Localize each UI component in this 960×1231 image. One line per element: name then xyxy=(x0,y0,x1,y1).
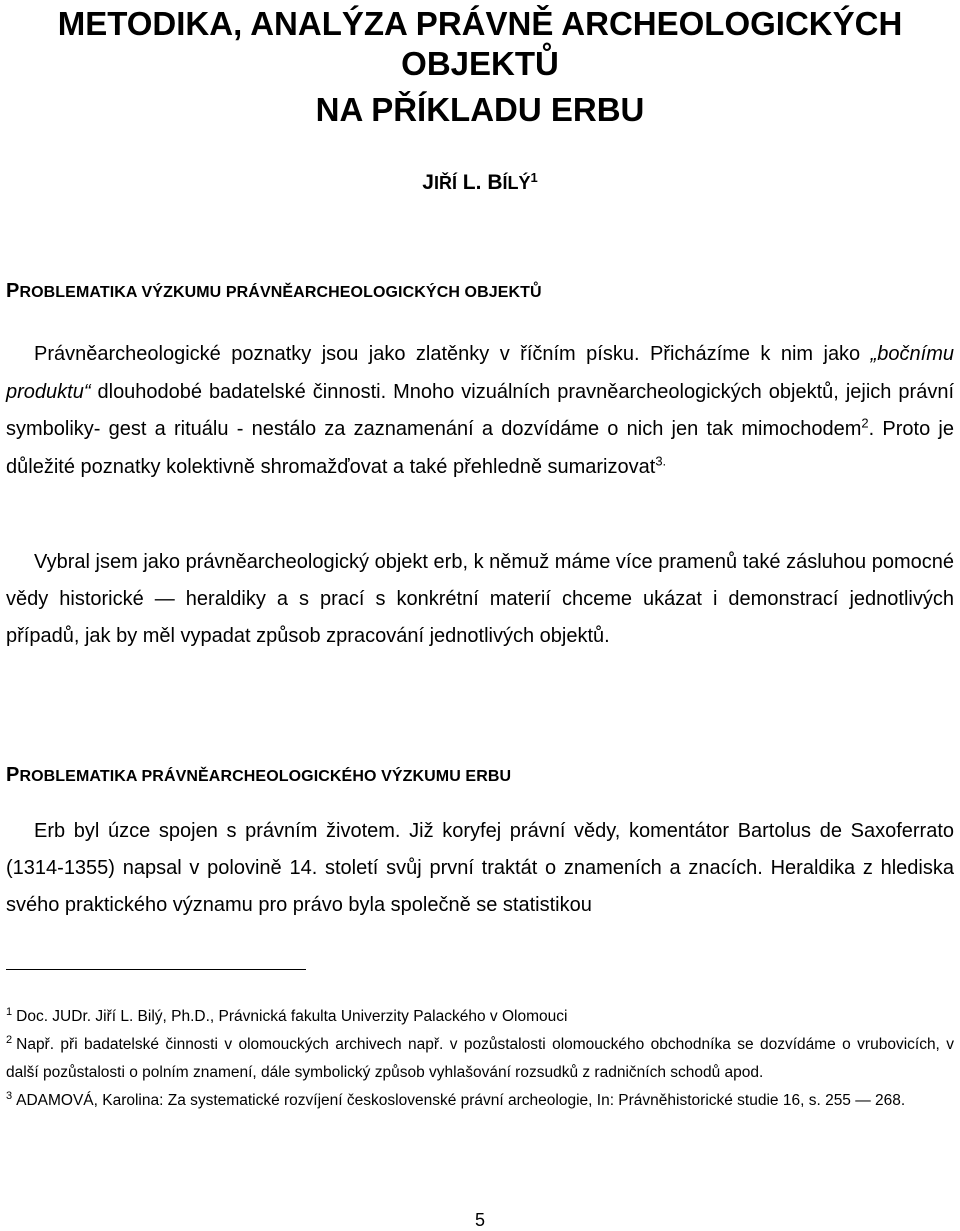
footnote-number: 3 xyxy=(6,1089,13,1102)
footnote-1 xyxy=(6,1003,954,1031)
footnote-text: Např. při badatelské činnosti v olomouckých archivech např. v pozůstalosti olomouckého obchodníka se dozvídáme o vrubovicích, v další pozůstalosti o polním znamení, dále symbolický způsob vyhlašování rozsudků z radničních schodů apod. xyxy=(6,1036,954,1081)
para-text-a: Právněarcheologické poznatky jsou jako zlatěnky v říčním písku. Přicházíme k nim jako xyxy=(34,343,871,365)
para-text-c: . Proto je důležité poznatky kolektivně shromažďovat a také přehledně sumarizovat xyxy=(6,418,954,478)
footnote-3 xyxy=(6,1087,954,1115)
author-last-initial: B xyxy=(487,171,503,194)
section-1-heading-rest: ROBLEMATIKA VÝZKUMU PRÁVNĚARCHEOLOGICKÝCH OBJEKTŮ xyxy=(19,284,542,301)
footnotes xyxy=(6,1003,954,1115)
section-1-paragraph-1 xyxy=(6,336,954,486)
section-2-heading-initial: P xyxy=(6,764,20,786)
footnote-text: Doc. JUDr. Jiří L. Bilý, Ph.D., Právnická fakulta Univerzity Palackého v Olomouci xyxy=(16,1008,568,1025)
author-name xyxy=(0,170,960,195)
footnote-2 xyxy=(6,1031,954,1087)
footnote-ref-3: 3. xyxy=(655,452,667,468)
footnote-divider xyxy=(6,969,306,970)
section-1-heading xyxy=(6,280,542,303)
author-first-initial: J xyxy=(422,171,434,194)
section-1-paragraph-2 xyxy=(6,544,954,655)
footnote-ref-2: 2 xyxy=(861,415,869,431)
article-title xyxy=(0,4,960,130)
section-2-paragraph-1 xyxy=(6,813,954,924)
section-1-paragraph-2-text: Vybral jsem jako právněarcheologický objekt erb, k němuž máme více pramenů také zásluhou pomocné vědy historické — heraldiky a s prací s konkrétní materií chceme ukázat i demonstrací jednotlivých případů, jak by měl vypadat způsob zpracování jednotlivých objektů. xyxy=(6,551,954,647)
author-last-rest: ÍLÝ xyxy=(502,173,531,193)
section-2-paragraph-1-text: Erb byl úzce spojen s právním životem. Již koryfej právní vědy, komentátor Bartolus de Saxoferrato (1314-1355) napsal v polovině 14. století svůj první traktát o znameních a znacích. Heraldika z hlediska svého praktického významu pro právo byla společně se statistikou xyxy=(6,820,954,916)
section-1-heading-initial: P xyxy=(6,280,20,302)
author-first-rest: IŘÍ xyxy=(433,173,457,193)
para-italic-phrase: „bočnímu produktu“ xyxy=(6,343,954,403)
section-2-heading-rest: ROBLEMATIKA PRÁVNĚARCHEOLOGICKÉHO VÝZKUMU ERBU xyxy=(19,768,512,785)
title-line-1: METODIKA, ANALÝZA PRÁVNĚ ARCHEOLOGICKÝCH OBJEKTŮ xyxy=(57,5,903,82)
footnote-number: 2 xyxy=(6,1033,13,1046)
title-line-2: NA PŘÍKLADU ERBU xyxy=(315,91,645,128)
para-text-b: dlouhodobé badatelské činnosti. Mnoho vizuálních pravněarcheologických objektů, jejich právní symboliky- gest a rituálu - nestálo za zaznamenání a dozvídáme o nich jen tak mimochodem xyxy=(6,380,954,440)
footnote-text: ADAMOVÁ, Karolina: Za systematické rozvíjení československé právní archeologie, In: Právněhistorické studie 16, s. 255 — 268. xyxy=(16,1092,906,1109)
page-number: 5 xyxy=(474,1210,485,1230)
author-footnote-ref: 1 xyxy=(530,170,538,185)
author-middle: L. xyxy=(456,171,488,194)
footnote-number: 1 xyxy=(6,1005,13,1018)
section-2-heading xyxy=(6,764,511,787)
